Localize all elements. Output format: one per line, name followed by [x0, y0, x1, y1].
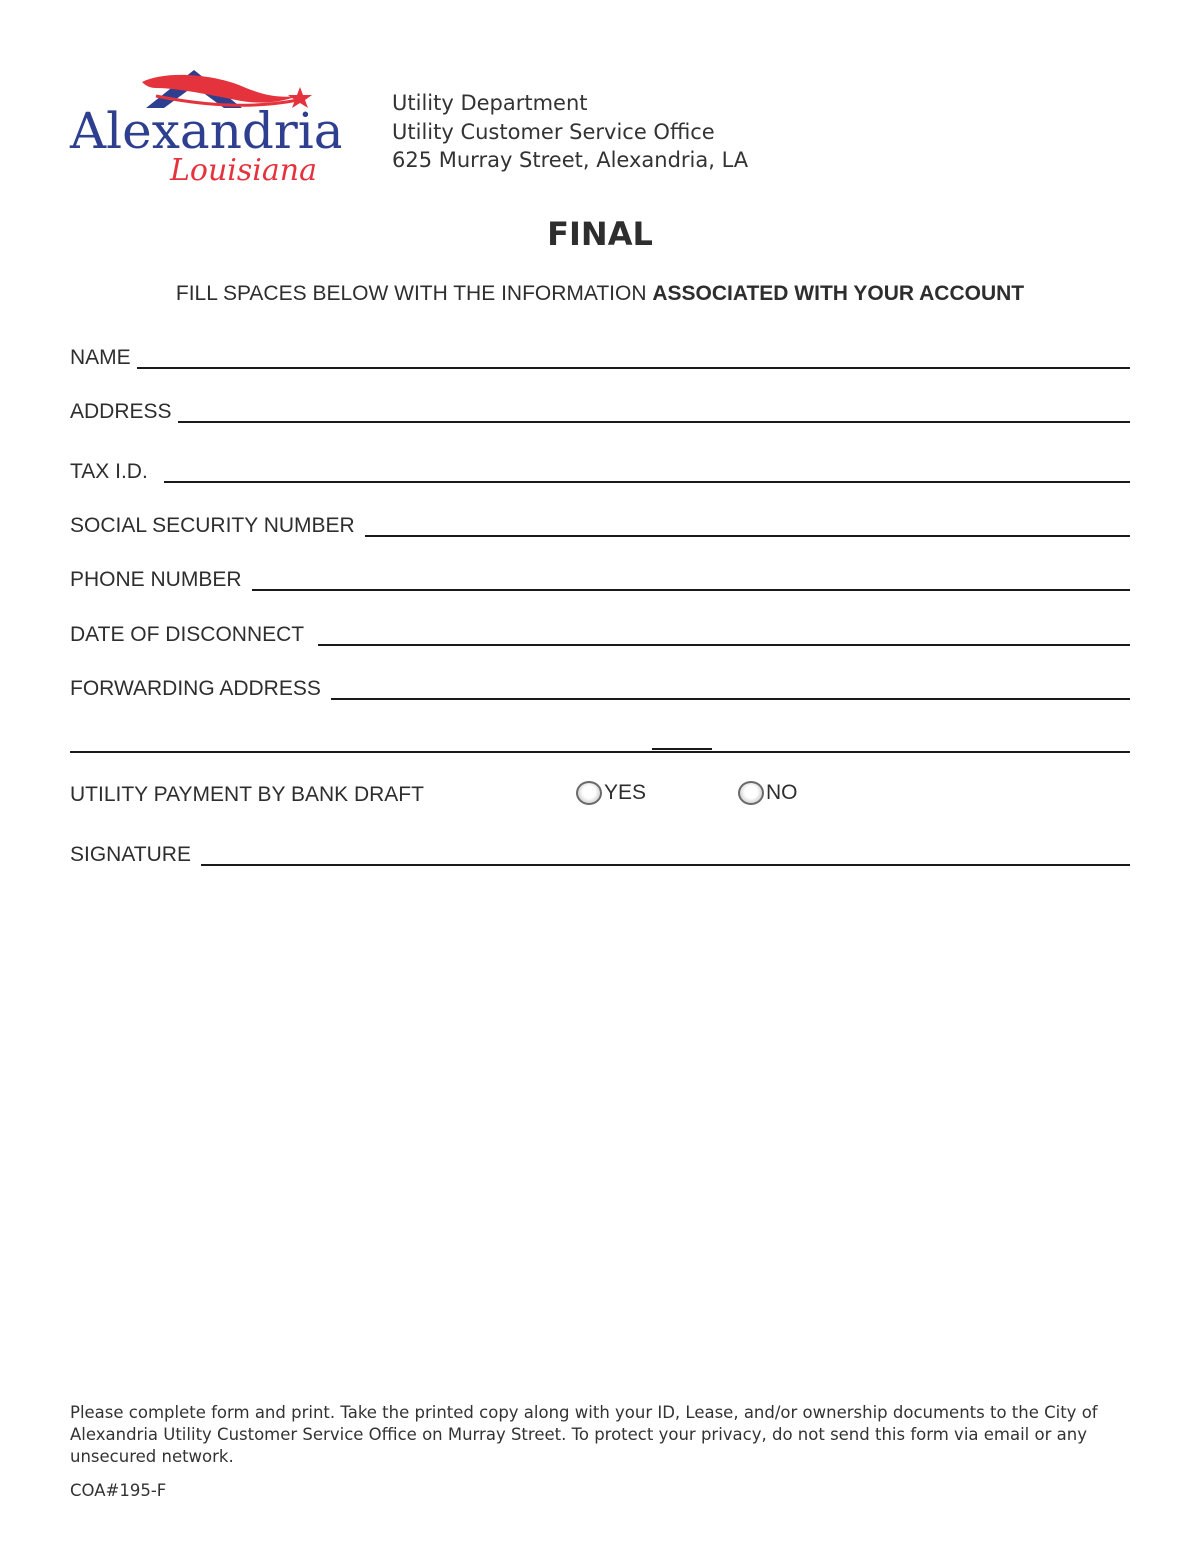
signature-field[interactable] — [70, 837, 1130, 867]
tax-id-label: TAX I.D. — [70, 460, 148, 483]
phone-input-line[interactable] — [252, 569, 1130, 591]
office-address: 625 Murray Street, Alexandria, LA — [392, 148, 749, 172]
office-name: Utility Customer Service Office — [392, 119, 715, 144]
form-title: FINAL — [547, 215, 653, 253]
yes-radio-button[interactable] — [576, 781, 602, 805]
forwarding-address-label: FORWARDING ADDRESS — [70, 677, 321, 700]
alexandria-logo — [66, 66, 341, 191]
ssn-label: SOCIAL SECURITY NUMBER — [70, 514, 355, 537]
disconnect-date-label: DATE OF DISCONNECT — [70, 623, 305, 646]
bank-draft-yes-option[interactable] — [576, 781, 646, 805]
signature-input-line[interactable] — [201, 844, 1130, 866]
address-field[interactable] — [70, 394, 1130, 424]
address-input-line[interactable] — [178, 401, 1130, 423]
forwarding-address-field[interactable] — [70, 671, 1130, 701]
disconnect-date-input-line[interactable] — [318, 624, 1130, 646]
bank-draft-label: UTILITY PAYMENT BY BANK DRAFT — [70, 783, 424, 806]
name-label: NAME — [70, 346, 131, 369]
department-name: Utility Department — [392, 91, 588, 115]
name-field[interactable] — [70, 340, 1130, 370]
footer-note: Please complete form and print. Take the printed copy along with your ID, Lease, and/or ownership documents to the City of Alexandria Utility Customer Service Office on Murray Street. To protect your privacy, do not send this form via email or any unsecured network. — [70, 1403, 1098, 1466]
instruction-bold: ASSOCIATED WITH YOUR ACCOUNT — [652, 282, 1025, 305]
disconnect-date-field[interactable] — [70, 617, 1130, 647]
no-radio-label: NO — [766, 781, 798, 804]
instruction-text — [0, 282, 1200, 306]
yes-radio-label: YES — [604, 781, 647, 804]
phone-label: PHONE NUMBER — [70, 568, 242, 591]
signature-label: SIGNATURE — [70, 843, 191, 866]
logo-graphic — [66, 66, 341, 191]
logo-subtitle: Louisiana — [170, 153, 317, 188]
no-radio-button[interactable] — [738, 781, 764, 805]
form-code: COA#195-F — [70, 1481, 167, 1500]
bank-draft-no-option[interactable] — [738, 781, 798, 805]
ssn-field[interactable] — [70, 508, 1130, 538]
instruction-normal: FILL SPACES BELOW WITH THE INFORMATION — [175, 282, 653, 305]
logo-name: Alexandria — [70, 102, 341, 160]
name-input-line[interactable] — [137, 347, 1130, 369]
bank-draft-row — [70, 781, 1130, 811]
ssn-input-line[interactable] — [365, 515, 1130, 537]
line-segment-mark — [652, 748, 712, 750]
forwarding-address-continuation-line[interactable] — [70, 751, 1130, 753]
phone-field[interactable] — [70, 562, 1130, 592]
tax-id-input-line[interactable] — [164, 461, 1130, 483]
address-label: ADDRESS — [70, 400, 172, 423]
header-address-block — [392, 89, 748, 175]
forwarding-address-input-line[interactable] — [331, 678, 1130, 700]
tax-id-field[interactable] — [70, 454, 1130, 484]
